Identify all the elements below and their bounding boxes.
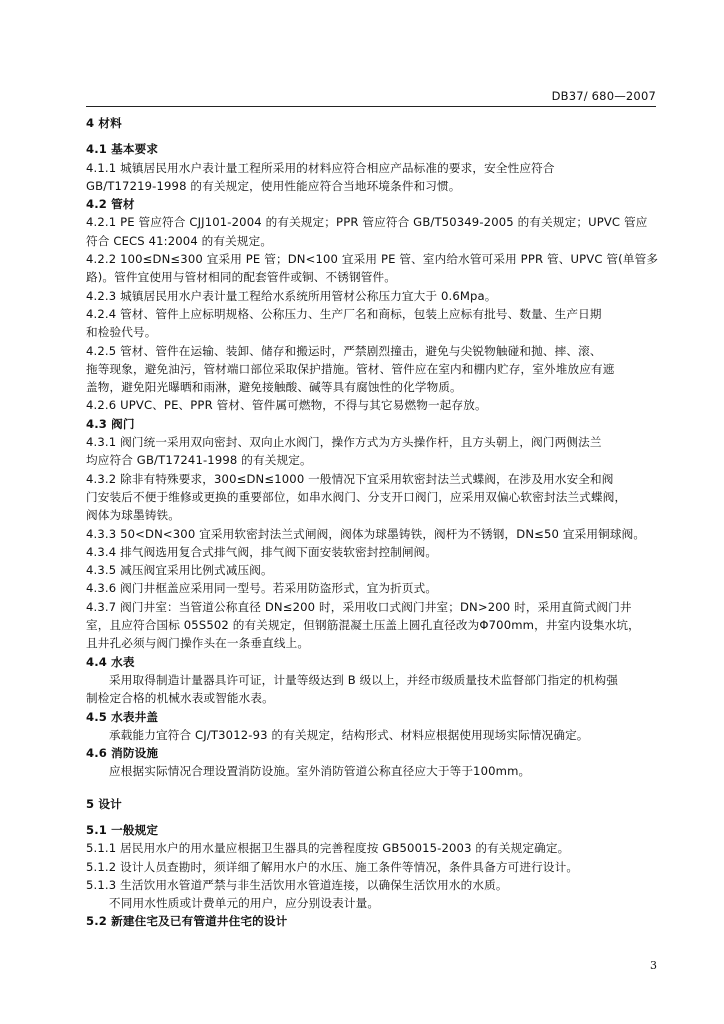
paragraph-line: 4.3.2 除非有特殊要求，300≤DN≤1000 一般情况下宜采用软密封法兰式蝶阀，在涉及用水安全和阀 <box>86 471 614 486</box>
paragraph-line: 采用取得制造计量器具许可证，计量等级达到 B 级以上，并经市级质量技术监督部门指定的机构强 <box>109 672 619 687</box>
paragraph-line: 应根据实际情况合理设置消防设施。室外消防管道公称直径应大于等于100mm。 <box>109 764 531 779</box>
subsection-heading: 4.6 消防设施 <box>86 746 159 761</box>
paragraph-line: 4.3.3 50<DN<300 宜采用软密封法兰式闸阀，阀体为球墨铸铁，阀杆为不锈钢，DN≤50 宜采用铜球阀。 <box>86 526 646 541</box>
subsection-heading: 4.5 水表井盖 <box>86 709 159 724</box>
subsection-heading: 4.1 基本要求 <box>86 142 159 157</box>
paragraph-line: 4.2.3 城镇居民用水户表计量工程给水系统所用管材公称压力宜大于 0.6Mpa。 <box>86 288 497 303</box>
page-number: 3 <box>650 959 657 972</box>
document-code: DB37/ 680—2007 <box>551 89 656 103</box>
paragraph-line: 4.2.2 100≤DN≤300 宜采用 PE 管；DN<100 宜采用 PE 管、室内给水管可采用 PPR 管、UPVC 管(单管多 <box>86 252 658 267</box>
paragraph-line: 门安装后不便于维修或更换的重要部位，如串水阀门、分支开口阀门，应采用双偏心软密封法兰式蝶阀， <box>86 489 627 504</box>
section-heading: 5 设计 <box>86 796 122 811</box>
paragraph-line: 4.3.1 阀门统一采用双向密封、双向止水阀门，操作方式为方头操作杆，且方头朝上，阀门两侧法兰 <box>86 435 602 450</box>
paragraph-line: 承载能力宜符合 CJ/T3012-93 的有关规定，结构形式、材料应根据使用现场实际情况确定。 <box>109 727 589 742</box>
paragraph-line: GB/T17219-1998 的有关规定，使用性能应符合当地环境条件和习惯。 <box>86 178 461 193</box>
section-heading: 4 材料 <box>86 116 122 130</box>
subsection-heading: 5.2 新建住宅及已有管道井住宅的设计 <box>86 914 288 929</box>
paragraph-line: 和检验代号。 <box>86 325 157 340</box>
paragraph-line: 4.3.6 阀门井框盖应采用同一型号。若采用防盗形式，宜为折页式。 <box>86 581 438 596</box>
paragraph-line: 不同用水性质或计费单元的用户，应分别设表计量。 <box>109 896 380 911</box>
paragraph-line: 且井孔必须与阀门操作头在一条垂直线上。 <box>86 636 310 651</box>
paragraph-line: 制检定合格的机械水表或智能水表。 <box>86 691 274 706</box>
subsection-heading: 4.3 阀门 <box>86 416 135 431</box>
paragraph-line: 4.1.1 城镇居民用水户表计量工程所采用的材料应符合相应产品标准的要求，安全性应符合 <box>86 160 555 175</box>
subsection-heading: 4.2 管材 <box>86 197 135 212</box>
paragraph-line: 符合 CECS 41:2004 的有关规定。 <box>86 233 273 248</box>
paragraph-line: 阀体为球墨铸铁。 <box>86 508 180 523</box>
paragraph-line: 4.3.5 减压阀宜采用比例式减压阀。 <box>86 563 273 578</box>
paragraph-line: 4.2.5 管材、管件在运输、装卸、储存和搬运时，严禁剧烈撞击，避免与尖锐物触碰和抛、摔、滚、 <box>86 343 602 358</box>
document-body <box>86 114 658 931</box>
paragraph-line: 拖等现象，避免油污，管材端口部位采取保护措施。管材、管件应在室内和棚内贮存，室外堆放应有遮 <box>86 361 615 376</box>
paragraph-line: 4.2.1 PE 管应符合 CJJ101-2004 的有关规定；PPR 管应符合 GB/T50349-2005 的有关规定；UPVC 管应 <box>86 215 648 230</box>
subsection-heading: 5.1 一般规定 <box>86 822 159 837</box>
paragraph-line: 室，且应符合国标 05S502 的有关规定，但钢筋混凝土压盖上圆孔直径改为Φ700mm，井室内设集水坑， <box>86 618 640 633</box>
paragraph-line: 4.2.6 UPVC、PE、PPR 管材、管件属可燃物，不得与其它易燃物一起存放。 <box>86 398 487 413</box>
header-rule <box>86 106 656 107</box>
paragraph-line: 盖物，避免阳光曝晒和雨淋，避免接触酸、碱等具有腐蚀性的化学物质。 <box>86 380 462 395</box>
paragraph-line: 4.3.7 阀门井室：当管道公称直径 DN≤200 时，采用收口式阀门井室；DN>200 时，采用直筒式阀门井 <box>86 599 632 614</box>
paragraph-line: 5.1.2 设计人员查勘时，须详细了解用水户的水压、施工条件等情况，条件具备方可进行设计。 <box>86 859 579 874</box>
paragraph-line: 路)。管件宜使用与管材相同的配套管件或铜、不锈钢管件。 <box>86 270 397 285</box>
paragraph-line: 均应符合 GB/T17241-1998 的有关规定。 <box>86 453 312 468</box>
paragraph-line: 5.1.1 居民用水户的用水量应根据卫生器具的完善程度按 GB50015-2003 的有关规定确定。 <box>86 841 570 856</box>
paragraph-line: 4.3.4 排气阀选用复合式排气阀，排气阀下面安装软密封控制闸阀。 <box>86 544 438 559</box>
paragraph-line: 4.2.4 管材、管件上应标明规格、公称压力、生产厂名和商标，包装上应标有批号、数量、生产日期 <box>86 306 602 321</box>
subsection-heading: 4.4 水表 <box>86 654 135 669</box>
paragraph-line: 5.1.3 生活饮用水管道严禁与非生活饮用水管道连接，以确保生活饮用水的水质。 <box>86 877 508 892</box>
